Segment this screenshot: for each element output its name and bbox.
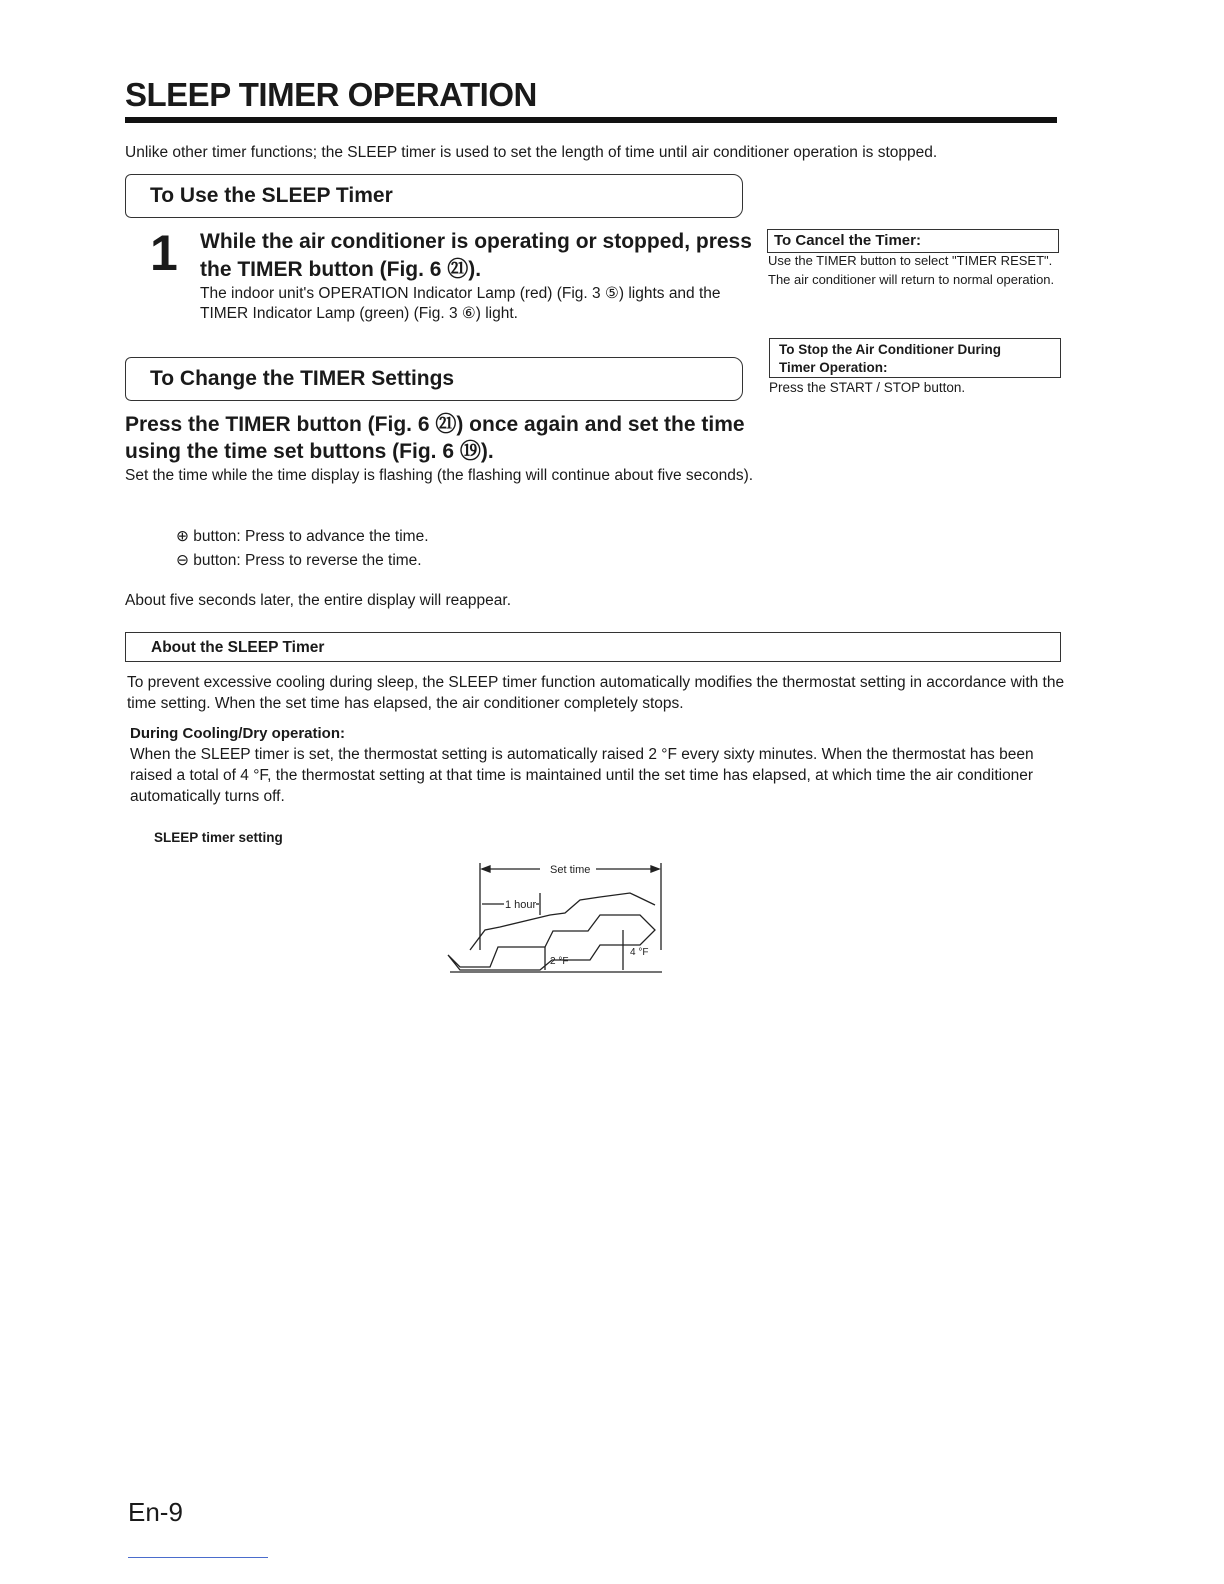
four-f-label: 4 °F xyxy=(630,947,649,958)
intro-text: Unlike other timer functions; the SLEEP timer is used to set the length of time until air conditioner operation is stopped. xyxy=(125,144,938,161)
diagram-label: SLEEP timer setting xyxy=(154,830,283,845)
reappear-note: About five seconds later, the entire display will reappear. xyxy=(125,592,512,609)
step-body: The indoor unit's OPERATION Indicator Lamp (red) (Fig. 3 ⑤) lights and the TIMER Indicator Lamp (green) (Fig. 3 ⑥) light. xyxy=(200,285,721,322)
plus-button-description xyxy=(176,527,429,546)
stop-during-timer-box xyxy=(769,338,1061,378)
minus-text: button: Press to reverse the time. xyxy=(189,552,422,569)
set-time-label: Set time xyxy=(550,864,591,876)
page-number: En-9 xyxy=(128,1497,183,1527)
cancel-timer-title: To Cancel the Timer: xyxy=(774,232,921,249)
step-heading: While the air conditioner is operating or stopped, press the TIMER button (Fig. 6 ㉑). xyxy=(200,230,752,281)
set-time-arrowhead-left xyxy=(482,866,490,872)
about-sleep-timer-box xyxy=(125,632,1061,662)
stop-during-timer-title: To Stop the Air Conditioner During Timer Operation: xyxy=(779,342,1001,375)
minus-icon: ⊖ xyxy=(176,552,189,569)
step-number: 1 xyxy=(150,225,178,281)
sleep-timer-diagram xyxy=(440,855,670,980)
stop-during-timer-body: Press the START / STOP button. xyxy=(769,380,966,395)
about-sleep-timer-body: To prevent excessive cooling during sleep, the SLEEP timer function automatically modifies the thermostat setting in accordance with the time setting. When the set time has elapsed, the air conditioner completely stops. xyxy=(127,674,1065,712)
change-settings-section-header xyxy=(125,357,743,401)
minus-button-description xyxy=(176,551,422,570)
footer-rule xyxy=(128,1557,268,1558)
one-hour-label: 1 hour xyxy=(505,899,537,911)
cancel-timer-box xyxy=(767,229,1059,253)
change-instruction-heading: Press the TIMER button (Fig. 6 ㉑) once again and set the time using the time set buttons (Fig. 6 ⑲). xyxy=(125,413,745,463)
title-rule xyxy=(125,117,1057,123)
temperature-profile-line xyxy=(470,893,655,950)
use-timer-section-header xyxy=(125,174,743,218)
cancel-timer-body: Use the TIMER button to select "TIMER RESET". The air conditioner will return to normal operation. xyxy=(768,253,1055,287)
plus-text: button: Press to advance the time. xyxy=(189,528,429,545)
about-sleep-timer-title: About the SLEEP Timer xyxy=(151,639,325,656)
cooling-dry-heading: During Cooling/Dry operation: xyxy=(130,725,345,742)
change-settings-heading: To Change the TIMER Settings xyxy=(150,367,455,390)
set-time-arrowhead-right xyxy=(651,866,659,872)
two-f-label: 2 °F xyxy=(550,956,569,967)
change-instruction-body: Set the time while the time display is flashing (the flashing will continue about five seconds). xyxy=(125,467,754,484)
cooling-dry-body: When the SLEEP timer is set, the thermostat setting is automatically raised 2 °F every sixty minutes. When the thermostat has been raised a total of 4 °F, the thermostat setting at that time is maintained until the set time has elapsed, at which time the air conditioner automatically turns off. xyxy=(130,746,1034,805)
plus-icon: ⊕ xyxy=(176,528,189,545)
page-title: SLEEP TIMER OPERATION xyxy=(125,76,537,113)
use-timer-heading: To Use the SLEEP Timer xyxy=(150,184,393,207)
